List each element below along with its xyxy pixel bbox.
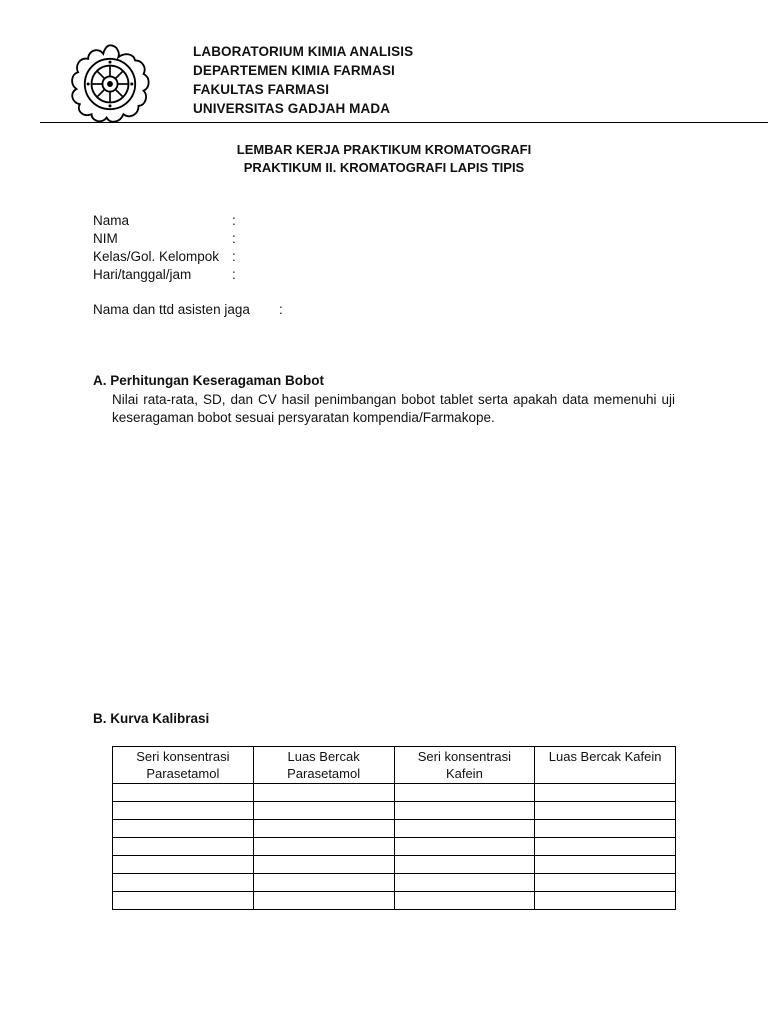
table-cell[interactable] <box>394 856 535 874</box>
table-row <box>113 820 676 838</box>
section-a-heading: A. Perhitungan Keseragaman Bobot <box>93 373 325 388</box>
table-cell[interactable] <box>253 838 394 856</box>
section-a-body: Nilai rata-rata, SD, dan CV hasil penimbangan bobot tablet serta apakah data memenuhi uji keseragaman bobot sesuai persyaratan kompendia/Farmakope. <box>112 392 675 425</box>
table-cell[interactable] <box>535 874 676 892</box>
table-cell[interactable] <box>394 802 535 820</box>
letterhead-line: DEPARTEMEN KIMIA FARMASI <box>193 63 395 78</box>
letterhead-line: UNIVERSITAS GADJAH MADA <box>193 101 391 116</box>
calibration-table <box>112 746 676 910</box>
table-cell[interactable] <box>253 874 394 892</box>
column-header: Luas Bercak Kafein <box>535 747 676 784</box>
field-nama-label: Nama <box>93 213 130 228</box>
column-header: Luas Bercak Parasetamol <box>253 747 394 784</box>
field-colon: : <box>232 231 236 246</box>
header-divider <box>40 122 768 123</box>
university-seal-icon <box>68 42 152 126</box>
letterhead <box>193 42 413 118</box>
table-cell[interactable] <box>394 838 535 856</box>
table-cell[interactable] <box>113 838 254 856</box>
letterhead-line: FAKULTAS FARMASI <box>193 82 330 97</box>
table-cell[interactable] <box>253 892 394 910</box>
column-header: Seri konsentrasi Kafein <box>394 747 535 784</box>
table-cell[interactable] <box>535 802 676 820</box>
table-cell[interactable] <box>113 874 254 892</box>
table-row <box>113 838 676 856</box>
table-row <box>113 874 676 892</box>
column-header: Seri konsentrasi Parasetamol <box>113 747 254 784</box>
section-b-heading: B. Kurva Kalibrasi <box>93 711 210 726</box>
field-kelas-label: Kelas/Gol. Kelompok <box>93 249 220 264</box>
table-cell[interactable] <box>253 820 394 838</box>
table-cell[interactable] <box>394 874 535 892</box>
table-cell[interactable] <box>113 820 254 838</box>
table-cell[interactable] <box>253 784 394 802</box>
table-row <box>113 892 676 910</box>
table-cell[interactable] <box>113 802 254 820</box>
table-cell[interactable] <box>113 892 254 910</box>
table-row <box>113 784 676 802</box>
table-cell[interactable] <box>535 784 676 802</box>
table-cell[interactable] <box>535 856 676 874</box>
table-cell[interactable] <box>113 856 254 874</box>
table-header-row <box>113 747 676 784</box>
document-title: LEMBAR KERJA PRAKTIKUM KROMATOGRAFI <box>236 142 532 157</box>
field-colon: : <box>279 302 283 317</box>
table-cell[interactable] <box>113 784 254 802</box>
field-colon: : <box>232 213 236 228</box>
document-subtitle: PRAKTIKUM II. KROMATOGRAFI LAPIS TIPIS <box>243 160 525 175</box>
table-row <box>113 802 676 820</box>
table-cell[interactable] <box>394 892 535 910</box>
table-row <box>113 856 676 874</box>
table-cell[interactable] <box>535 838 676 856</box>
letterhead-line: LABORATORIUM KIMIA ANALISIS <box>193 44 414 59</box>
field-hari-label: Hari/tanggal/jam <box>93 267 192 282</box>
field-colon: : <box>232 249 236 264</box>
field-nim-label: NIM <box>93 231 118 246</box>
table-cell[interactable] <box>394 784 535 802</box>
table-cell[interactable] <box>535 820 676 838</box>
table-cell[interactable] <box>535 892 676 910</box>
table-cell[interactable] <box>394 820 535 838</box>
field-asisten-label: Nama dan ttd asisten jaga <box>93 302 250 317</box>
table-cell[interactable] <box>253 802 394 820</box>
table-cell[interactable] <box>253 856 394 874</box>
field-colon: : <box>232 267 236 282</box>
